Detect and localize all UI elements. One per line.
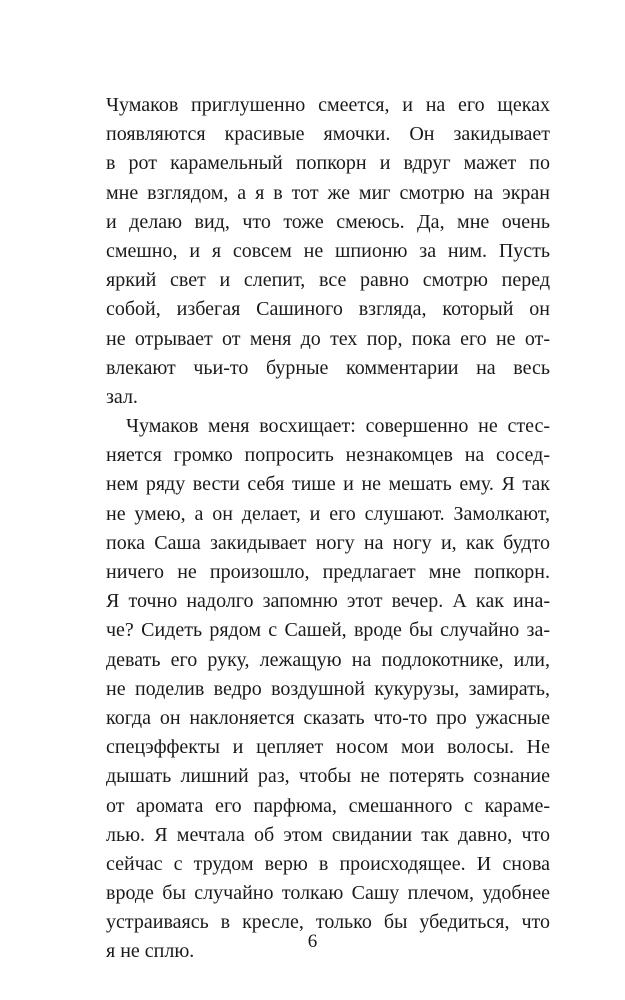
text-line: устраиваясь в кресле, только бы убедиться, что: [106, 911, 550, 934]
text-line: че? Сидеть рядом с Сашей, вроде бы случайно за-: [106, 619, 550, 642]
text-line: девать его руку, лежащую на подлокотнике, или,: [106, 648, 550, 671]
text-line: Чумаков меня восхищает: совершенно не стес-: [126, 415, 550, 438]
text-line: няется громко попросить незнакомцев на сосед-: [106, 444, 550, 467]
text-line: дышать лишний раз, чтобы не потерять сознание: [106, 765, 550, 788]
text-line: я не сплю.: [106, 940, 195, 963]
text-line: когда он наклоняется сказать что-то про ужасные: [106, 706, 550, 729]
text-line: зал.: [106, 385, 138, 408]
text-line: яркий свет и слепит, все равно смотрю перед: [106, 269, 550, 292]
text-line: и делаю вид, что тоже смеюсь. Да, мне очень: [106, 210, 550, 233]
text-line: спецэффекты и цепляет носом мои волосы. Не: [106, 736, 550, 759]
text-line: Чумаков приглушенно смеется, и на его щеках: [106, 94, 550, 116]
paragraph-1: [106, 91, 550, 412]
text-line: появляются красивые ямочки. Он закидывает: [106, 123, 550, 146]
text-line: ничего не произошло, предлагает мне попкорн.: [106, 561, 550, 583]
text-line: вроде бы случайно толкаю Сашу плечом, удобнее: [106, 882, 550, 905]
text-line: не отрывает от меня до тех пор, пока его не от-: [106, 327, 550, 350]
text-line: собой, избегая Сашиного взгляда, который он: [106, 298, 550, 321]
page-number: 6: [307, 931, 318, 952]
text-line: влекают чьи-то бурные комментарии на весь: [106, 356, 550, 379]
text-line: Я точно надолго запомню этот вечер. А как ина-: [106, 590, 550, 613]
paragraph-2: [106, 412, 550, 967]
text-line: не поделив ведро воздушной кукурузы, замирать,: [106, 677, 550, 700]
text-line: от аромата его парфюма, смешанного с караме-: [106, 794, 550, 817]
text-line: лью. Я мечтала об этом свидании так давно, что: [106, 823, 550, 846]
text-line: нем ряду вести себя тише и не мешать ему. Я так: [106, 473, 550, 496]
body-text: [106, 91, 550, 967]
text-line: мне взглядом, а я в тот же миг смотрю на экран: [106, 181, 550, 204]
text-line: не умею, а он делает, и его слушают. Замолкают,: [106, 502, 550, 525]
text-line: сейчас с трудом верю в происходящее. И снова: [106, 852, 550, 875]
text-line: пока Саша закидывает ногу на ногу и, как будто: [106, 531, 550, 554]
text-line: смешно, и я совсем не шпионю за ним. Пусть: [106, 239, 550, 262]
text-line: в рот карамельный попкорн и вдруг мажет по: [106, 152, 550, 175]
